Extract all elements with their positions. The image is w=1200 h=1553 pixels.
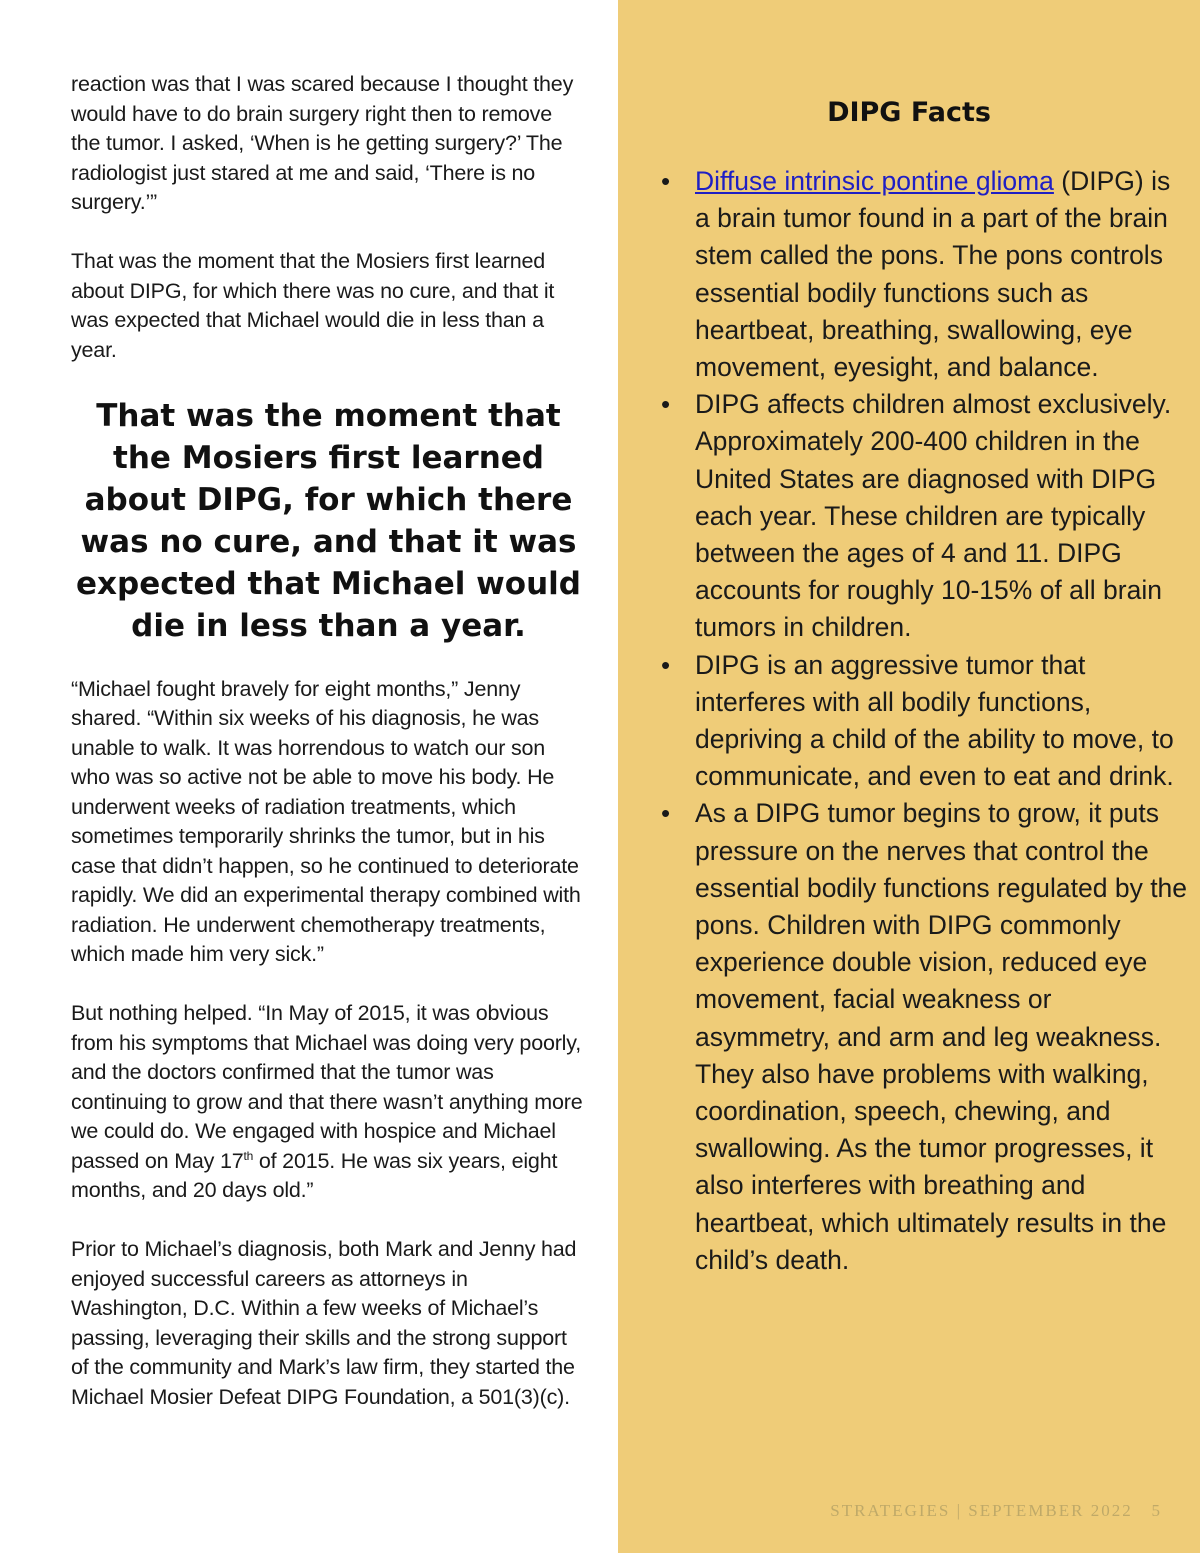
article-paragraph: reaction was that I was scared because I thought they would have to do brain surgery right then to remove the tumor. I asked, ‘When is he getting surgery?’ The radiologist just stared at me and said, ‘There is no surgery.’” <box>71 72 574 214</box>
article-paragraph: That was the moment that the Mosiers first learned about DIPG, for which there was no cure, and that it was expected that Michael would die in less than a year. <box>71 249 555 362</box>
sidebar-title: DIPG Facts <box>827 97 991 128</box>
bullet-icon: • <box>661 798 671 829</box>
paragraph-text: of 2015. He was six years, eight months, and 20 days old.” <box>71 1148 558 1202</box>
ordinal-suffix: th <box>243 1148 254 1163</box>
fact-text: As a DIPG tumor begins to grow, it puts pressure on the nerves that control the essential bodily functions regulated by the pons. Children with DIPG commonly experience double vision, reduced eye movement, facial weakness or asymmetry, and arm and leg weakness. They also have problems with walking, coordination, speech, chewing, and swallowing. As the tumor progresses, it also interferes with breathing and heartbeat, which ultimately results in the child’s death. <box>695 798 1188 1275</box>
fact-text: DIPG affects children almost exclusively. Approximately 200-400 children in the United States are diagnosed with DIPG each year. These children are typically between the ages of 4 and 11. DIPG accounts for roughly 10-15% of all brain tumors in children. <box>695 389 1172 643</box>
paragraph-text: But nothing helped. “In May of 2015, it was obvious from his symptoms that Michael was doing very poorly, and the doctors confirmed that the tumor was continuing to grow and that there wasn’t anything more we could do. We engaged with hospice and Michael passed on May 17 <box>71 1001 583 1173</box>
article-paragraph: Prior to Michael’s diagnosis, both Mark and Jenny had enjoyed successful careers as attorneys in Washington, D.C. Within a few weeks of Michael’s passing, leveraging their skills and the strong support of the community and Mark’s law firm, they started the Michael Mosier Defeat DIPG Foundation, a 501(3)(c). <box>71 1237 577 1409</box>
pull-quote: That was the moment that the Mosiers first learned about DIPG, for which there was no cure, and that it was expected that Michael would die in less than a year. <box>76 397 581 644</box>
footer-text: STRATEGIES | SEPTEMBER 2022 5 <box>830 1501 1162 1520</box>
dipg-definition-link[interactable]: Diffuse intrinsic pontine glioma <box>695 166 1054 196</box>
fact-text: DIPG is an aggressive tumor that interferes with all bodily functions, depriving a child of the ability to move, to communicate, and even to eat and drink. <box>695 649 1174 792</box>
bullet-icon: • <box>661 166 671 196</box>
bullet-icon: • <box>661 389 671 420</box>
fact-item <box>658 647 1188 796</box>
bullet-icon: • <box>661 649 671 680</box>
fact-item <box>658 163 1188 386</box>
fact-item <box>658 795 1188 1279</box>
article-paragraph <box>71 999 586 1206</box>
facts-sidebar <box>618 0 1200 1553</box>
article-paragraph: “Michael fought bravely for eight months,” Jenny shared. “Within six weeks of his diagnosis, he was unable to walk. It was horrendous to watch our son who was so active not be able to move his body. He underwent weeks of radiation treatments, which sometimes temporarily shrinks the tumor, but in his case that didn’t happen, so he continued to deteriorate rapidly. We did an experimental therapy combined with radiation. He underwent chemotherapy treatments, which made him very sick.” <box>71 676 581 966</box>
fact-text: (DIPG) is a brain tumor found in a part of the brain stem called the pons. The pons controls essential bodily functions such as heartbeat, breathing, swallowing, eye movement, eyesight, and balance. <box>695 166 1171 383</box>
page-footer <box>830 1501 1162 1521</box>
fact-item <box>658 386 1188 646</box>
facts-list <box>658 163 1188 1279</box>
article-column <box>71 70 586 1442</box>
